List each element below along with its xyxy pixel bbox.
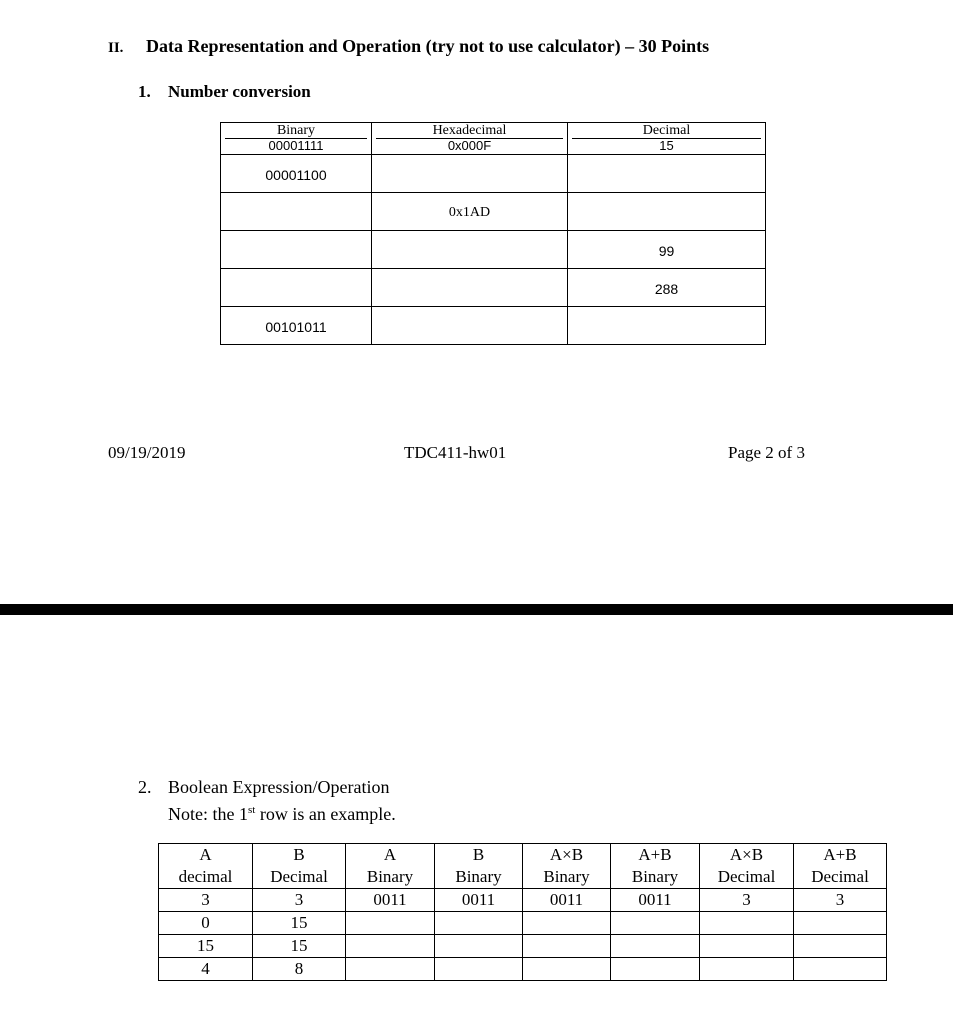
cell-a-bin[interactable]: [346, 958, 435, 981]
header-a-sub: decimal: [159, 866, 253, 889]
header-b: B: [253, 844, 346, 867]
decimal-cell[interactable]: 288: [568, 268, 766, 306]
header-hex-cell: [372, 123, 568, 155]
header-binary: Binary: [276, 123, 316, 138]
binary-cell[interactable]: [221, 192, 372, 230]
footer-page-number: Page 2 of 3: [728, 443, 805, 462]
boolean-header-row-1: [159, 844, 887, 867]
cell-a-dec: 0: [159, 912, 253, 935]
conversion-row: [221, 306, 766, 344]
decimal-cell[interactable]: [568, 192, 766, 230]
cell-a-dec: 3: [159, 889, 253, 912]
cell-or-bin[interactable]: [611, 958, 700, 981]
boolean-row: [159, 889, 887, 912]
cell-b-bin[interactable]: [435, 935, 523, 958]
cell-b-bin[interactable]: [435, 958, 523, 981]
conversion-row: [221, 230, 766, 268]
cell-or-bin[interactable]: [611, 912, 700, 935]
header-or-bin: A+B: [611, 844, 700, 867]
header-decimal-cell: [568, 123, 766, 155]
cell-and-bin[interactable]: [523, 958, 611, 981]
cell-a-bin: 0011: [346, 889, 435, 912]
cell-a-bin[interactable]: [346, 912, 435, 935]
hex-cell[interactable]: [372, 230, 568, 268]
conversion-heading: [138, 82, 311, 102]
header-binary-cell: [221, 123, 372, 155]
boolean-note: [168, 799, 396, 826]
section-heading: [108, 36, 709, 57]
cell-and-dec[interactable]: [700, 958, 794, 981]
cell-a-dec: 4: [159, 958, 253, 981]
hex-cell[interactable]: [372, 306, 568, 344]
conversion-row: [221, 268, 766, 306]
footer-date: 09/19/2019: [108, 443, 186, 462]
cell-b-dec: 8: [253, 958, 346, 981]
decimal-cell[interactable]: [568, 154, 766, 192]
section-number: II.: [108, 40, 124, 56]
header-or-bin-sub: Binary: [611, 866, 700, 889]
cell-and-dec: 3: [700, 889, 794, 912]
cell-and-bin[interactable]: [523, 935, 611, 958]
header-b-bin: B: [435, 844, 523, 867]
cell-a-dec: 15: [159, 935, 253, 958]
boolean-operation-table: [158, 843, 887, 981]
cell-and-bin[interactable]: [523, 912, 611, 935]
page-break-divider: [0, 604, 953, 615]
cell-or-dec[interactable]: [794, 935, 887, 958]
note-suffix: row is an example.: [255, 804, 396, 824]
header-a: A: [159, 844, 253, 867]
number-conversion-table: [220, 122, 766, 345]
header-a-bin-sub: Binary: [346, 866, 435, 889]
note-superscript: st: [247, 804, 256, 816]
boolean-row: [159, 912, 887, 935]
header-a-bin: A: [346, 844, 435, 867]
boolean-heading: [138, 776, 389, 799]
hex-cell[interactable]: [372, 268, 568, 306]
cell-or-dec[interactable]: [794, 912, 887, 935]
cell-b-bin[interactable]: [435, 912, 523, 935]
binary-cell[interactable]: 00101011: [221, 306, 372, 344]
decimal-cell[interactable]: [568, 306, 766, 344]
conversion-number: 1.: [138, 82, 151, 101]
cell-b-bin: 0011: [435, 889, 523, 912]
cell-a-bin[interactable]: [346, 935, 435, 958]
cell-and-bin: 0011: [523, 889, 611, 912]
cell-b-dec: 15: [253, 935, 346, 958]
conversion-header-row: [221, 123, 766, 155]
decimal-cell[interactable]: 99: [568, 230, 766, 268]
binary-cell[interactable]: [221, 268, 372, 306]
header-hex: Hexadecimal: [432, 123, 507, 138]
header-or-dec: A+B: [794, 844, 887, 867]
example-hex: 0x000F: [376, 138, 563, 153]
cell-or-dec: 3: [794, 889, 887, 912]
conversion-title: Number conversion: [168, 82, 311, 101]
binary-cell[interactable]: 00001100: [221, 154, 372, 192]
cell-or-bin[interactable]: [611, 935, 700, 958]
binary-cell[interactable]: [221, 230, 372, 268]
header-and-bin-sub: Binary: [523, 866, 611, 889]
conversion-row: [221, 192, 766, 230]
cell-or-dec[interactable]: [794, 958, 887, 981]
header-and-dec: A×B: [700, 844, 794, 867]
example-decimal: 15: [572, 138, 761, 153]
hex-cell[interactable]: 0x1AD: [372, 192, 568, 230]
boolean-header-row-2: [159, 866, 887, 889]
cell-b-dec: 15: [253, 912, 346, 935]
boolean-number: 2.: [138, 777, 152, 797]
conversion-row: [221, 154, 766, 192]
header-decimal: Decimal: [642, 123, 691, 138]
note-prefix: Note: the 1: [168, 804, 248, 824]
cell-b-dec: 3: [253, 889, 346, 912]
boolean-row: [159, 935, 887, 958]
boolean-row: [159, 958, 887, 981]
header-b-sub: Decimal: [253, 866, 346, 889]
cell-or-bin: 0011: [611, 889, 700, 912]
example-binary: 00001111: [225, 138, 367, 153]
header-and-dec-sub: Decimal: [700, 866, 794, 889]
cell-and-dec[interactable]: [700, 935, 794, 958]
section-title: Data Representation and Operation (try not to use calculator) – 30 Points: [146, 36, 710, 56]
hex-cell[interactable]: [372, 154, 568, 192]
cell-and-dec[interactable]: [700, 912, 794, 935]
header-b-bin-sub: Binary: [435, 866, 523, 889]
footer-document-id: TDC411-hw01: [404, 443, 507, 462]
boolean-title: Boolean Expression/Operation: [168, 777, 390, 797]
header-and-bin: A×B: [523, 844, 611, 867]
header-or-dec-sub: Decimal: [794, 866, 887, 889]
